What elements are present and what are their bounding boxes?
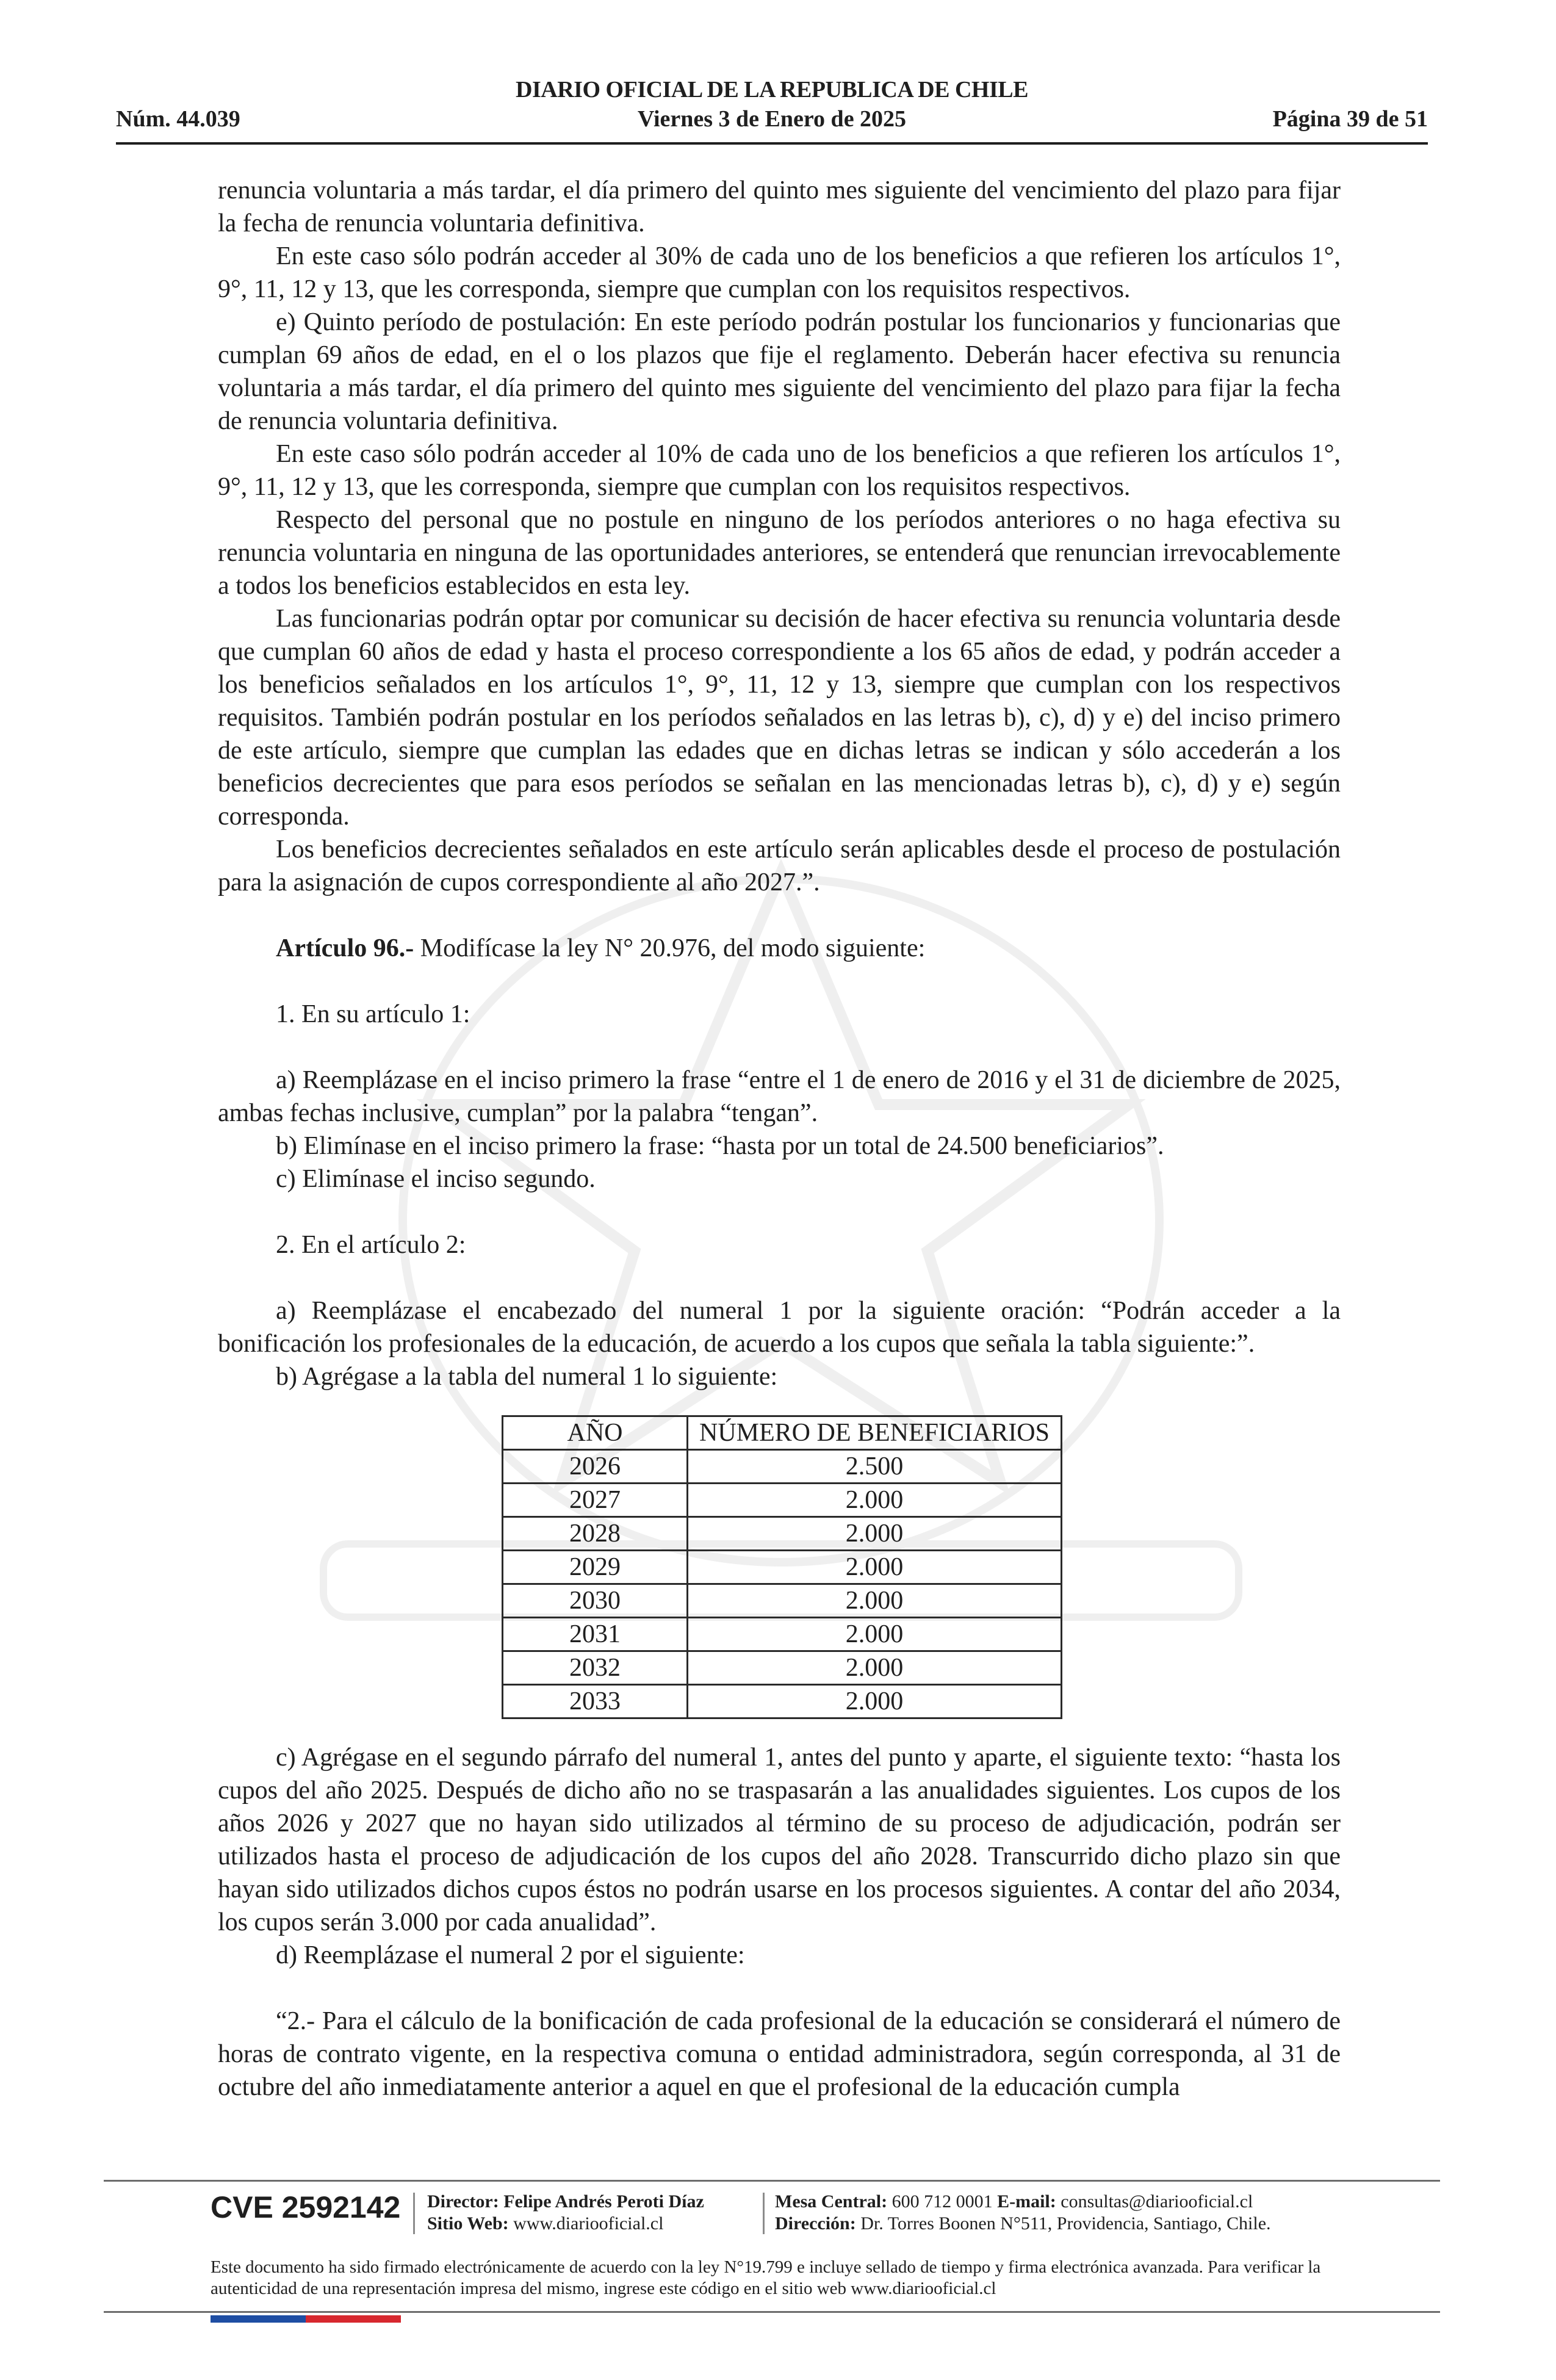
- flag-red-segment: [306, 2315, 401, 2323]
- address-label: Dirección:: [775, 2213, 856, 2234]
- year-cell: 2026: [503, 1450, 688, 1484]
- header-divider: [116, 142, 1428, 145]
- table-row: [503, 1651, 1062, 1685]
- document-body: [218, 174, 1341, 2104]
- article-heading: [218, 932, 1341, 965]
- year-cell: 2033: [503, 1685, 688, 1718]
- paragraph: Respecto del personal que no postule en ninguno de los períodos anteriores o no haga efectiva su renuncia voluntaria en ninguna de las oportunidades anteriores, se entenderá que renuncian irrevocablemente a todos los beneficios establecidos en esta ley.: [218, 506, 1341, 600]
- footer-separator: [763, 2193, 765, 2234]
- beneficiaries-cell: 2.000: [688, 1685, 1062, 1718]
- year-cell: 2027: [503, 1484, 688, 1517]
- paragraph: a) Reemplázase el encabezado del numeral 1 por la siguiente oración: “Podrán acceder a la bonificación los profesionales de la educación, de acuerdo a los cupos que señala la tabla siguiente:”.: [218, 1297, 1341, 1358]
- page-number: Página 39 de 51: [1272, 106, 1428, 132]
- table-row: [503, 1551, 1062, 1584]
- table-row: [503, 1450, 1062, 1484]
- table-header-row: [503, 1416, 1062, 1450]
- beneficiaries-cell: 2.000: [688, 1551, 1062, 1584]
- email-label: E-mail:: [997, 2191, 1056, 2212]
- table-row: [503, 1584, 1062, 1618]
- website-link[interactable]: www.diariooficial.cl: [508, 2213, 664, 2234]
- beneficiaries-cell: 2.000: [688, 1651, 1062, 1685]
- footer-director-block: [427, 2191, 704, 2235]
- article-label: Artículo 96.-: [276, 934, 414, 962]
- footer-separator: [413, 2193, 415, 2234]
- beneficiaries-cell: 2.000: [688, 1584, 1062, 1618]
- column-header-year: AÑO: [503, 1416, 688, 1450]
- year-cell: 2028: [503, 1517, 688, 1551]
- email-link[interactable]: consultas@diariooficial.cl: [1056, 2191, 1253, 2212]
- table-row: [503, 1618, 1062, 1651]
- footer-bottom-divider: [104, 2311, 1440, 2313]
- flag-blue-segment: [211, 2315, 306, 2323]
- issue-date: Viernes 3 de Enero de 2025: [637, 106, 907, 132]
- beneficiaries-table: [502, 1415, 1062, 1719]
- paragraph: c) Elimínase el inciso segundo.: [276, 1165, 596, 1193]
- column-header-beneficiaries: NÚMERO DE BENEFICIARIOS: [688, 1416, 1062, 1450]
- article-text: Modifícase la ley N° 20.976, del modo siguiente:: [414, 934, 926, 962]
- footer-contact-block: [775, 2191, 1271, 2235]
- phone-number: 600 712 0001: [887, 2191, 998, 2212]
- flag-stripe: [211, 2315, 401, 2323]
- section-2-heading: 2. En el artículo 2:: [276, 1231, 466, 1259]
- phone-label: Mesa Central:: [775, 2191, 888, 2212]
- beneficiaries-cell: 2.000: [688, 1484, 1062, 1517]
- cve-code: CVE 2592142: [211, 2190, 401, 2224]
- paragraph: Los beneficios decrecientes señalados en este artículo serán aplicables desde el proceso de postulación para la asignación de cupos correspondiente al año 2027.”.: [218, 835, 1341, 896]
- paragraph: b) Elimínase en el inciso primero la frase: “hasta por un total de 24.500 beneficiarios”.: [276, 1132, 1164, 1160]
- table-row: [503, 1685, 1062, 1718]
- director-label: Director:: [427, 2191, 499, 2212]
- signature-notice: Este documento ha sido firmado electrónicamente de acuerdo con la ley N°19.799 e incluye sellado de tiempo y firma electrónica avanzada. Para verificar la autenticidad de una representación impresa del mismo, ingrese este código en el sitio web www.diariooficial.cl: [211, 2257, 1321, 2298]
- beneficiaries-cell: 2.000: [688, 1618, 1062, 1651]
- year-cell: 2030: [503, 1584, 688, 1618]
- footer-divider: [104, 2180, 1440, 2182]
- paragraph: En este caso sólo podrán acceder al 10% de cada uno de los beneficios a que refieren los artículos 1°, 9°, 11, 12 y 13, que les corresponda, siempre que cumplan con los requisitos respectivos.: [218, 440, 1341, 501]
- beneficiaries-cell: 2.500: [688, 1450, 1062, 1484]
- paragraph: b) Agrégase a la tabla del numeral 1 lo siguiente:: [276, 1363, 778, 1391]
- publication-title: DIARIO OFICIAL DE LA REPUBLICA DE CHILE: [516, 77, 1028, 103]
- paragraph: d) Reemplázase el numeral 2 por el siguiente:: [276, 1941, 745, 1969]
- paragraph: En este caso sólo podrán acceder al 30% de cada uno de los beneficios a que refieren los artículos 1°, 9°, 11, 12 y 13, que les corresponda, siempre que cumplan con los requisitos respectivos.: [218, 242, 1341, 303]
- quoted-paragraph: “2.- Para el cálculo de la bonificación de cada profesional de la educación se considerará el número de horas de contrato vigente, en la respectiva comuna o entidad administradora, según corresponda, al 31 de octubre del año inmediatamente anterior a aquel en que el profesional de la educación cumpla: [218, 2007, 1341, 2101]
- paragraph: renuncia voluntaria a más tardar, el día primero del quinto mes siguiente del vencimiento del plazo para fijar la fecha de renuncia voluntaria definitiva.: [218, 176, 1341, 237]
- paragraph: a) Reemplázase en el inciso primero la frase “entre el 1 de enero de 2016 y el 31 de diciembre de 2025, ambas fechas inclusive, cumplan” por la palabra “tengan”.: [218, 1066, 1341, 1127]
- paragraph: Las funcionarias podrán optar por comunicar su decisión de hacer efectiva su renuncia voluntaria desde que cumplan 60 años de edad y hasta el proceso correspondiente a los 65 años de edad, y podrán acceder a los beneficios señalados en los artículos 1°, 9°, 11, 12 y 13, siempre que cumplan con los respectivos requisitos. También podrán postular en los períodos señalados en las letras b), c), d) y e) del inciso primero de este artículo, siempre que cumplan las edades que en dichas letras se indican y sólo accederán a los beneficios decrecientes que para esos períodos se señalan en las mencionadas letras b), c), d) y e) según corresponda.: [218, 605, 1341, 831]
- year-cell: 2031: [503, 1618, 688, 1651]
- issue-number: Núm. 44.039: [116, 106, 240, 132]
- table-row: [503, 1517, 1062, 1551]
- year-cell: 2032: [503, 1651, 688, 1685]
- page-header: [116, 76, 1428, 143]
- table-row: [503, 1484, 1062, 1517]
- beneficiaries-cell: 2.000: [688, 1517, 1062, 1551]
- year-cell: 2029: [503, 1551, 688, 1584]
- director-name: Felipe Andrés Peroti Díaz: [499, 2191, 704, 2212]
- paragraph: e) Quinto período de postulación: En este período podrán postular los funcionarios y funcionarias que cumplan 69 años de edad, en el o los plazos que fije el reglamento. Deberán hacer efectiva su renuncia voluntaria a más tardar, el día primero del quinto mes siguiente del vencimiento del plazo para fijar la fecha de renuncia voluntaria definitiva.: [218, 308, 1341, 435]
- paragraph: c) Agrégase en el segundo párrafo del numeral 1, antes del punto y aparte, el siguiente texto: “hasta los cupos del año 2025. Después de dicho año no se traspasarán a las anualidades siguientes. Los cupos de los años 2026 y 2027 que no hayan sido utilizados al término de su proceso de adjudicación, podrán ser utilizados hasta el proceso de adjudicación de los cupos del año 2028. Transcurrido dicho plazo sin que hayan sido utilizados dichos cupos éstos no podrán usarse en los procesos siguientes. A contar del año 2034, los cupos serán 3.000 por cada anualidad”.: [218, 1744, 1341, 1936]
- address-text: Dr. Torres Boonen N°511, Providencia, Santiago, Chile.: [855, 2213, 1271, 2234]
- website-label: Sitio Web:: [427, 2213, 509, 2234]
- section-1-heading: 1. En su artículo 1:: [276, 1000, 470, 1028]
